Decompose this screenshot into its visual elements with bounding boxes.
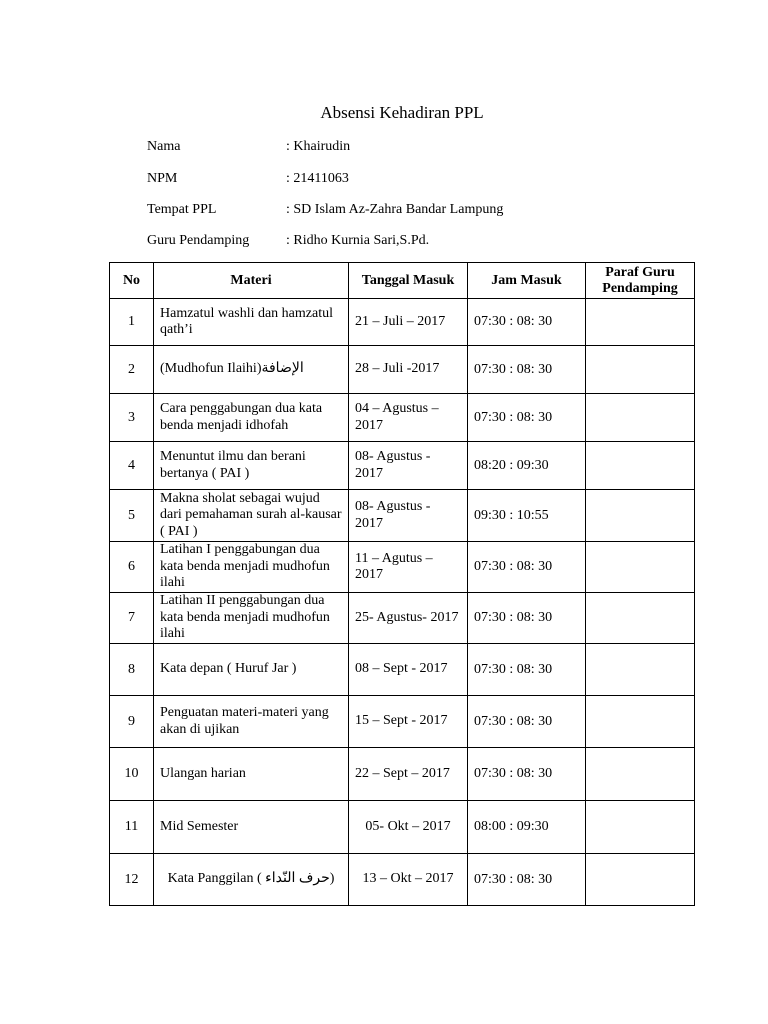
cell-tanggal: 04 – Agustus – 2017 xyxy=(349,394,468,442)
cell-jam: 07:30 : 08: 30 xyxy=(468,644,586,696)
table-row xyxy=(110,490,695,542)
cell-tanggal: 28 – Juli -2017 xyxy=(349,346,468,394)
info-label: Tempat PPL xyxy=(147,202,217,217)
cell-no: 9 xyxy=(110,696,154,748)
cell-jam: 07:30 : 08: 30 xyxy=(468,593,586,644)
header-materi: Materi xyxy=(154,263,349,299)
cell-jam: 08:00 : 09:30 xyxy=(468,801,586,854)
cell-jam: 07:30 : 08: 30 xyxy=(468,748,586,801)
cell-paraf xyxy=(586,644,695,696)
cell-paraf xyxy=(586,490,695,542)
table-row xyxy=(110,542,695,593)
cell-jam: 07:30 : 08: 30 xyxy=(468,394,586,442)
cell-no: 8 xyxy=(110,644,154,696)
cell-no: 4 xyxy=(110,442,154,490)
cell-no: 2 xyxy=(110,346,154,394)
cell-tanggal: 15 – Sept - 2017 xyxy=(349,696,468,748)
cell-tanggal: 05- Okt – 2017 xyxy=(349,801,468,854)
cell-materi: Ulangan harian xyxy=(154,748,349,801)
header-paraf: Paraf Guru Pendamping xyxy=(586,263,695,299)
cell-tanggal: 25- Agustus- 2017 xyxy=(349,593,468,644)
cell-paraf xyxy=(586,394,695,442)
cell-tanggal: 11 – Agutus – 2017 xyxy=(349,542,468,593)
cell-materi: Cara penggabungan dua kata benda menjadi idhofah xyxy=(154,394,349,442)
cell-tanggal: 13 – Okt – 2017 xyxy=(349,854,468,906)
cell-materi: Latihan I penggabungan dua kata benda menjadi mudhofun ilahi xyxy=(154,542,349,593)
info-value: : Khairudin xyxy=(286,139,351,154)
cell-no: 7 xyxy=(110,593,154,644)
cell-paraf xyxy=(586,854,695,906)
cell-jam: 07:30 : 08: 30 xyxy=(468,854,586,906)
cell-no: 5 xyxy=(110,490,154,542)
cell-paraf xyxy=(586,748,695,801)
cell-materi: Makna sholat sebagai wujud dari pemahaman surah al-kausar ( PAI ) xyxy=(154,490,349,542)
info-value: : Ridho Kurnia Sari,S.Pd. xyxy=(286,233,430,248)
cell-jam: 09:30 : 10:55 xyxy=(468,490,586,542)
cell-paraf xyxy=(586,542,695,593)
cell-tanggal: 22 – Sept – 2017 xyxy=(349,748,468,801)
header-jam: Jam Masuk xyxy=(468,263,586,299)
header-no: No xyxy=(110,263,154,299)
cell-paraf xyxy=(586,593,695,644)
cell-jam: 07:30 : 08: 30 xyxy=(468,299,586,346)
page-title: Absensi Kehadiran PPL xyxy=(320,103,484,122)
cell-no: 6 xyxy=(110,542,154,593)
cell-tanggal: 08- Agustus - 2017 xyxy=(349,490,468,542)
table-header-row xyxy=(110,263,695,299)
table-row xyxy=(110,442,695,490)
cell-no: 3 xyxy=(110,394,154,442)
header-tanggal: Tanggal Masuk xyxy=(349,263,468,299)
table-row xyxy=(110,854,695,906)
cell-materi: Penguatan materi-materi yang akan di ujikan xyxy=(154,696,349,748)
cell-jam: 08:20 : 09:30 xyxy=(468,442,586,490)
cell-tanggal: 08- Agustus - 2017 xyxy=(349,442,468,490)
cell-tanggal: 08 – Sept - 2017 xyxy=(349,644,468,696)
cell-paraf xyxy=(586,801,695,854)
cell-paraf xyxy=(586,346,695,394)
cell-paraf xyxy=(586,442,695,490)
cell-materi: Kata depan ( Huruf Jar ) xyxy=(154,644,349,696)
attendance-table xyxy=(109,262,695,906)
cell-tanggal: 21 – Juli – 2017 xyxy=(349,299,468,346)
table-row xyxy=(110,593,695,644)
cell-materi: Mid Semester xyxy=(154,801,349,854)
cell-jam: 07:30 : 08: 30 xyxy=(468,346,586,394)
cell-no: 11 xyxy=(110,801,154,854)
table-row xyxy=(110,748,695,801)
table-row xyxy=(110,801,695,854)
info-value: : 21411063 xyxy=(286,171,349,186)
info-label: NPM xyxy=(147,171,178,186)
table-row xyxy=(110,394,695,442)
cell-materi: Latihan II penggabungan dua kata benda menjadi mudhofun ilahi xyxy=(154,593,349,644)
table-row xyxy=(110,346,695,394)
cell-no: 12 xyxy=(110,854,154,906)
cell-jam: 07:30 : 08: 30 xyxy=(468,542,586,593)
table-row xyxy=(110,299,695,346)
cell-materi: Menuntut ilmu dan berani bertanya ( PAI ) xyxy=(154,442,349,490)
cell-paraf xyxy=(586,696,695,748)
cell-jam: 07:30 : 08: 30 xyxy=(468,696,586,748)
cell-no: 1 xyxy=(110,299,154,346)
info-label: Nama xyxy=(147,139,181,154)
info-label: Guru Pendamping xyxy=(147,233,250,248)
info-value: : SD Islam Az-Zahra Bandar Lampung xyxy=(286,202,504,217)
cell-materi: Kata Panggilan ( حرف النّداء) xyxy=(154,854,349,906)
cell-paraf xyxy=(586,299,695,346)
cell-materi: (Mudhofun Ilaihi)الإضافة xyxy=(154,346,349,394)
table-row xyxy=(110,696,695,748)
cell-no: 10 xyxy=(110,748,154,801)
cell-materi: Hamzatul washli dan hamzatul qath’i xyxy=(154,299,349,346)
table-row xyxy=(110,644,695,696)
